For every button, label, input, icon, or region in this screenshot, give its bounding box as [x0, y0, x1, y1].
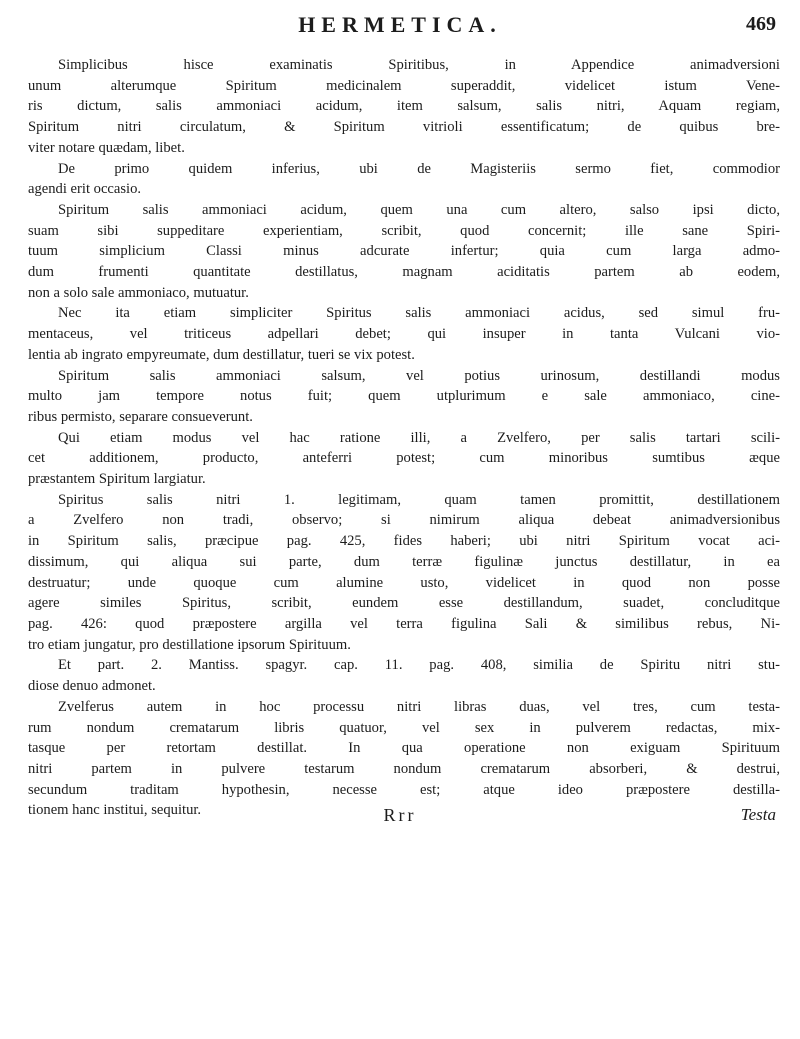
text-line: Simplicibus hisce examinatis Spiritibus, in Appendice animadversioni: [58, 57, 780, 73]
page-header: [0, 12, 800, 42]
text-line: a Zvelfero non tradi, observo; si nimirum aliqua debeat animadversionibus: [28, 512, 780, 529]
signature-mark: Rrr: [383, 805, 417, 825]
text-line: ribus permisto, separare consueverunt.: [28, 408, 253, 425]
text-line: tro etiam jungatur, pro destillatione ipsorum Spirituum.: [28, 636, 351, 653]
text-line: mentaceus, vel triticeus adpellari debet; qui insuper in tanta Vulcani vio-: [28, 326, 780, 343]
text-line: multo jam tempore notus fuit; quem utplurimum e sale ammoniaco, cine-: [28, 388, 780, 405]
text-line: Spiritum salis ammoniaci salsum, vel potius urinosum, destillandi modus: [58, 367, 780, 384]
text-line: dum frumenti quantitate destillatus, magnam aciditatis partem ab eodem,: [28, 264, 780, 281]
text-line: Nec ita etiam simpliciter Spiritus salis ammoniaci acidus, sed simul fru-: [58, 305, 780, 322]
page-footer: [0, 805, 800, 831]
text-line: viter notare quædam, libet.: [28, 139, 185, 156]
text-line: ris dictum, salis ammoniaci acidum, item salsum, salis nitri, Aquam regiam,: [28, 98, 780, 115]
text-line: tionem hanc institui, sequitur.: [28, 802, 202, 819]
text-line: Zvelferus autem in hoc processu nitri libras duas, vel tres, cum testa-: [58, 698, 780, 715]
text-line: præstantem Spiritum largiatur.: [28, 471, 206, 488]
text-line: dissimum, qui aliqua sui parte, dum terræ figulinæ junctus destillatur, in ea: [28, 553, 780, 570]
text-line: tasque per retortam destillat. In qua operatione non exiguam Spirituum: [28, 740, 780, 757]
text-line: Spiritum nitri circulatum, & Spiritum vitrioli essentificatum; de quibus bre-: [28, 119, 780, 136]
text-line: in Spiritum salis, præcipue pag. 425, fides haberi; ubi nitri Spiritum vocat aci-: [28, 533, 780, 550]
catchword: Testa: [740, 805, 776, 824]
text-line: diose denuo admonet.: [28, 678, 156, 695]
text-line: pag. 426: quod præpostere argilla vel terra figulina Sali & similibus rebus, Ni-: [28, 615, 780, 632]
text-line: Qui etiam modus vel hac ratione illi, a Zvelfero, per salis tartari scili-: [58, 429, 780, 446]
text-line: agendi erit occasio.: [28, 181, 142, 198]
text-line: suam sibi suppeditare experientiam, scribit, quod concernit; ille sane Spiri-: [28, 222, 780, 239]
text-line: rum nondum crematarum libris quatuor, vel sex in pulverem redactas, mix-: [28, 719, 780, 736]
text-line: tuum simplicium Classi minus adcurate infertur; quia cum larga admo-: [28, 243, 780, 260]
text-line: unum alterumque Spiritum medicinalem superaddit, videlicet istum Vene-: [28, 77, 780, 94]
text-line: Spiritus salis nitri 1. legitimam, quam tamen promittit, destillationem: [58, 491, 780, 508]
text-line: Spiritum salis ammoniaci acidum, quem una cum altero, salso ipsi dicto,: [58, 201, 780, 218]
text-line: agere similes Spiritus, scribit, eundem esse destillandum, suadet, concluditque: [28, 595, 780, 612]
text-line: cet additionem, producto, anteferri potest; cum minoribus sumtibus æque: [28, 450, 780, 467]
text-line: lentia ab ingrato empyreumate, dum destillatur, tueri se vix potest.: [28, 346, 415, 363]
text-line: non a solo sale ammoniaco, mutuatur.: [28, 284, 249, 301]
running-title: HERMETICA.: [298, 12, 502, 37]
body-text: [28, 55, 780, 821]
text-line: Et part. 2. Mantiss. spagyr. cap. 11. pag. 408, similia de Spiritu nitri stu-: [58, 657, 780, 674]
text-line: secundum traditam hypothesin, necesse est; atque ideo præpostere destilla-: [28, 781, 780, 798]
page-number: 469: [746, 13, 776, 35]
text-line: nitri partem in pulvere testarum nondum crematarum absorberi, & destrui,: [28, 760, 780, 777]
text-line: De primo quidem inferius, ubi de Magisteriis sermo fiet, commodior: [58, 160, 780, 177]
text-line: destruatur; unde quoque cum alumine usto, videlicet in quod non posse: [28, 574, 780, 591]
